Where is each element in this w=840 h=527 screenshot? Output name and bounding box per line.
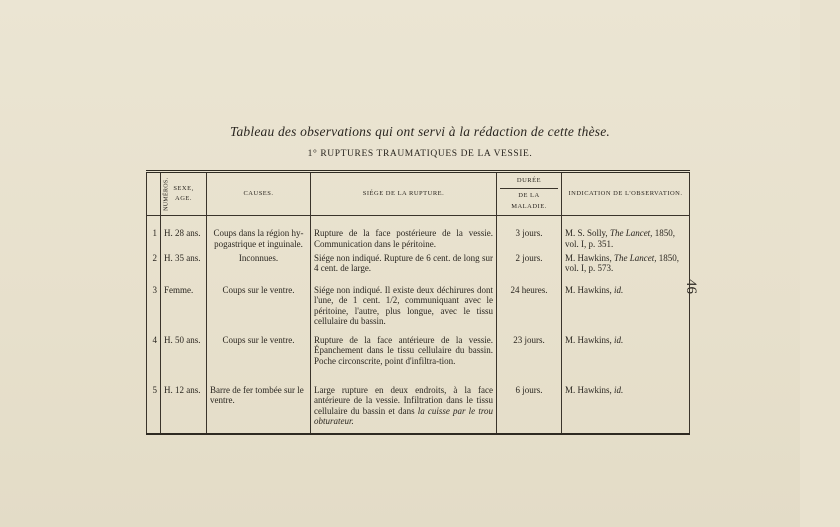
row-number: 3 bbox=[147, 284, 161, 334]
row-duree: 24 heures. bbox=[497, 284, 562, 334]
table-row bbox=[147, 252, 690, 284]
row-duree: 23 jours. bbox=[497, 334, 562, 384]
row-indication: M. Hawkins, id. bbox=[562, 384, 690, 435]
row-siege: Rupture de la face antérieure de la vessie. Épanchement dans le tissu cellulaire du bassin. Poche circonscrite, point d'infiltra-tion. bbox=[311, 334, 497, 384]
header-duree bbox=[497, 172, 562, 216]
row-duree: 6 jours. bbox=[497, 384, 562, 435]
table-row bbox=[147, 384, 690, 435]
page-number: 46 bbox=[683, 279, 699, 294]
observations-table bbox=[146, 170, 690, 435]
row-causes: Coups sur le ventre. bbox=[207, 284, 311, 334]
row-number: 4 bbox=[147, 334, 161, 384]
header-causes: CAUSES. bbox=[207, 172, 311, 216]
row-sexe-age: H. 28 ans. bbox=[161, 216, 207, 252]
header-duree-line2: DE LA MALADIE. bbox=[511, 192, 547, 210]
row-siege: Siége non indiqué. Il existe deux déchirures dont l'une, de 1 cent. 1/2, communiquant avec le péritoine, l'autre, plus longue, avec le tissu cellulaire du bassin. bbox=[311, 284, 497, 334]
row-siege: Large rupture en deux endroits, à la face antérieure de la vessie. Infiltration dans le tissu cellulaire du bassin et dans la cuisse par le trou obturateur. bbox=[311, 384, 497, 435]
row-indication: M. S. Solly, The Lancet, 1850, vol. I, p. 351. bbox=[562, 216, 690, 252]
row-causes: Barre de fer tombée sur le ventre. bbox=[207, 384, 311, 435]
row-number: 1 bbox=[147, 216, 161, 252]
row-duree: 2 jours. bbox=[497, 252, 562, 284]
table-header-row bbox=[147, 172, 690, 216]
header-duree-divider bbox=[500, 188, 558, 189]
header-siege: SIÉGE DE LA RUPTURE. bbox=[311, 172, 497, 216]
table-row bbox=[147, 284, 690, 334]
table-row bbox=[147, 334, 690, 384]
row-duree: 3 jours. bbox=[497, 216, 562, 252]
section-subtitle: 1° RUPTURES TRAUMATIQUES DE LA VESSIE. bbox=[307, 149, 533, 159]
header-indication: INDICATION DE L'OBSERVATION. bbox=[562, 172, 690, 216]
row-sexe-age: H. 12 ans. bbox=[161, 384, 207, 435]
header-numeros: NUMÉROS. bbox=[147, 172, 161, 216]
row-sexe-age: Femme. bbox=[161, 284, 207, 334]
row-siege: Rupture de la face postérieure de la vessie. Communication dans le péritoine. bbox=[311, 216, 497, 252]
row-siege: Siége non indiqué. Rupture de 6 cent. de long sur 4 cent. de large. bbox=[311, 252, 497, 284]
header-sexe-age: SEXE, AGE. bbox=[161, 172, 207, 216]
row-indication: M. Hawkins, id. bbox=[562, 284, 690, 334]
row-number: 2 bbox=[147, 252, 161, 284]
row-indication: M. Hawkins, id. bbox=[562, 334, 690, 384]
row-causes: Coups dans la région hy-pogastrique et inguinale. bbox=[207, 216, 311, 252]
row-sexe-age: H. 35 ans. bbox=[161, 252, 207, 284]
row-number: 5 bbox=[147, 384, 161, 435]
page-title: Tableau des observations qui ont servi à la rédaction de cette thèse. bbox=[230, 124, 610, 139]
row-indication: M. Hawkins, The Lancet, 1850, vol. I, p. 573. bbox=[562, 252, 690, 284]
row-sexe-age: H. 50 ans. bbox=[161, 334, 207, 384]
header-duree-line1: DURÉE bbox=[516, 176, 542, 184]
row-causes: Coups sur le ventre. bbox=[207, 334, 311, 384]
row-causes: Inconnues. bbox=[207, 252, 311, 284]
table-row bbox=[147, 216, 690, 252]
